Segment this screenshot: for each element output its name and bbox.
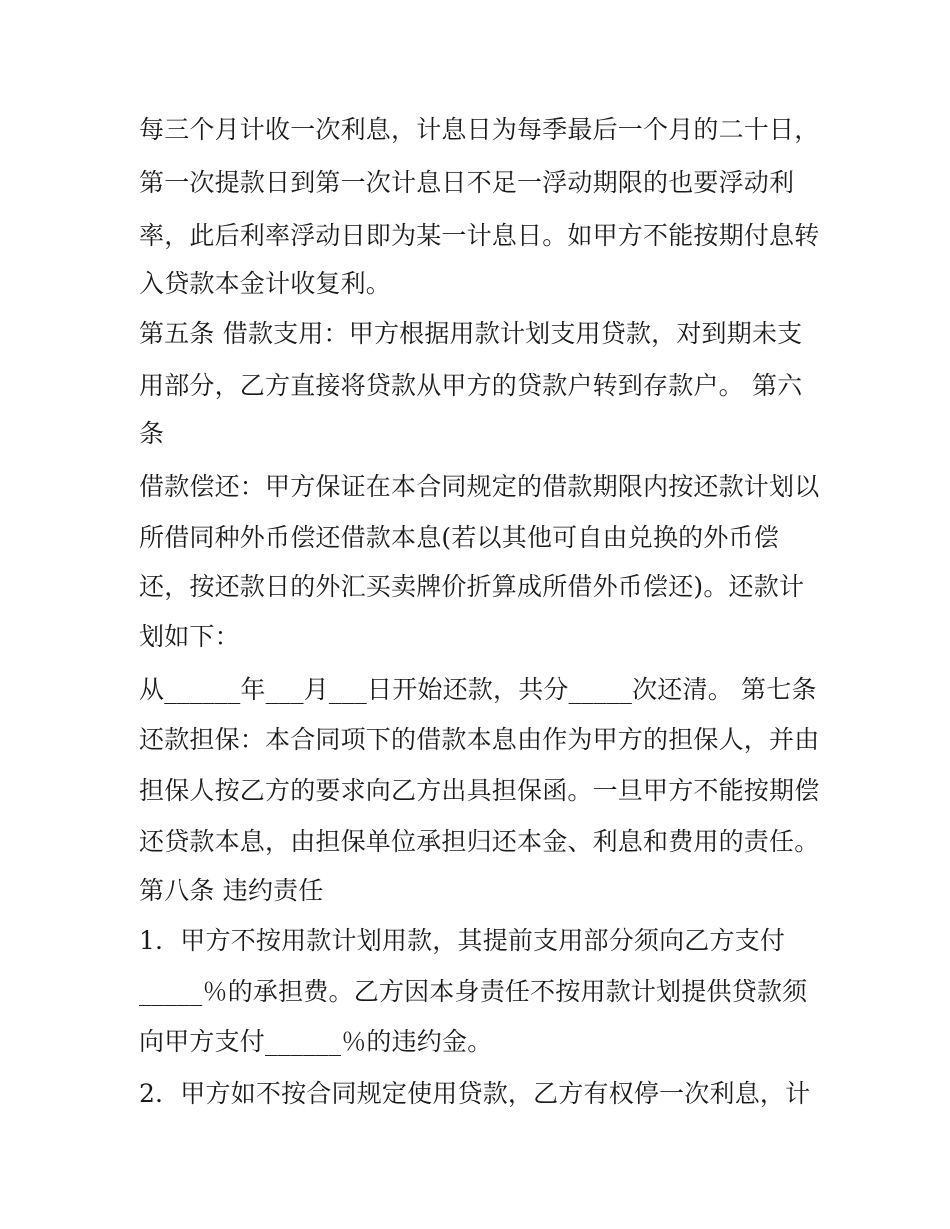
article-8-item-1-line-1: 1．甲方不按用款计划用款，其提前支用部分须向乙方支付 <box>139 926 786 955</box>
text-line-3: 率，此后利率浮动日即为某一计息日。如甲方不能按期付息转 <box>139 221 820 250</box>
article-6-line-1: 借款偿还：甲方保证在本合同规定的借款期限内按还款计划以 <box>139 472 820 501</box>
article-5-line-2: 用部分，乙方直接将贷款从甲方的贷款户转到存款户。 第六 <box>139 371 803 400</box>
article-6-line-4: 划如下： <box>139 622 240 651</box>
article-8-item-1-line-2: _____％的承担费。乙方因本身责任不按用款计划提供贷款须 <box>139 977 808 1006</box>
text-line-2: 第一次提款日到第一次计息日不足一浮动期限的也要浮动利 <box>139 168 795 197</box>
article-8-item-1-line-3: 向甲方支付______％的违约金。 <box>139 1027 493 1056</box>
article-8-item-2-line-1: 2．甲方如不按合同规定使用贷款，乙方有权停一次利息，计 <box>139 1079 811 1108</box>
article-8-heading: 第八条 违约责任 <box>139 876 324 905</box>
article-5-line-1: 第五条 借款支用：甲方根据用款计划支用贷款，对到期未支 <box>139 319 803 348</box>
article-7-line-2: 担保人按乙方的要求向乙方出具担保函。一旦甲方不能按期偿 <box>139 776 820 805</box>
article-6-line-2: 所借同种外币偿还借款本息(若以其他可自由兑换的外币偿 <box>139 523 779 552</box>
article-7-line-3: 还贷款本息，由担保单位承担归还本金、利息和费用的责任。 <box>139 827 820 856</box>
article-7-line-1: 还款担保：本合同项下的借款本息由作为甲方的担保人，并由 <box>139 725 820 754</box>
repayment-schedule-line: 从______年___月___日开始还款，共分_____次还清。 第七条 <box>139 675 817 704</box>
article-6-heading-tail: 条 <box>139 419 165 448</box>
text-line-1: 每三个月计收一次利息，计息日为每季最后一个月的二十日， <box>139 115 820 144</box>
text-line-4: 入贷款本金计收复利。 <box>139 269 392 298</box>
article-6-line-3: 还，按还款日的外汇买卖牌价折算成所借外币偿还)。还款计 <box>139 572 805 601</box>
